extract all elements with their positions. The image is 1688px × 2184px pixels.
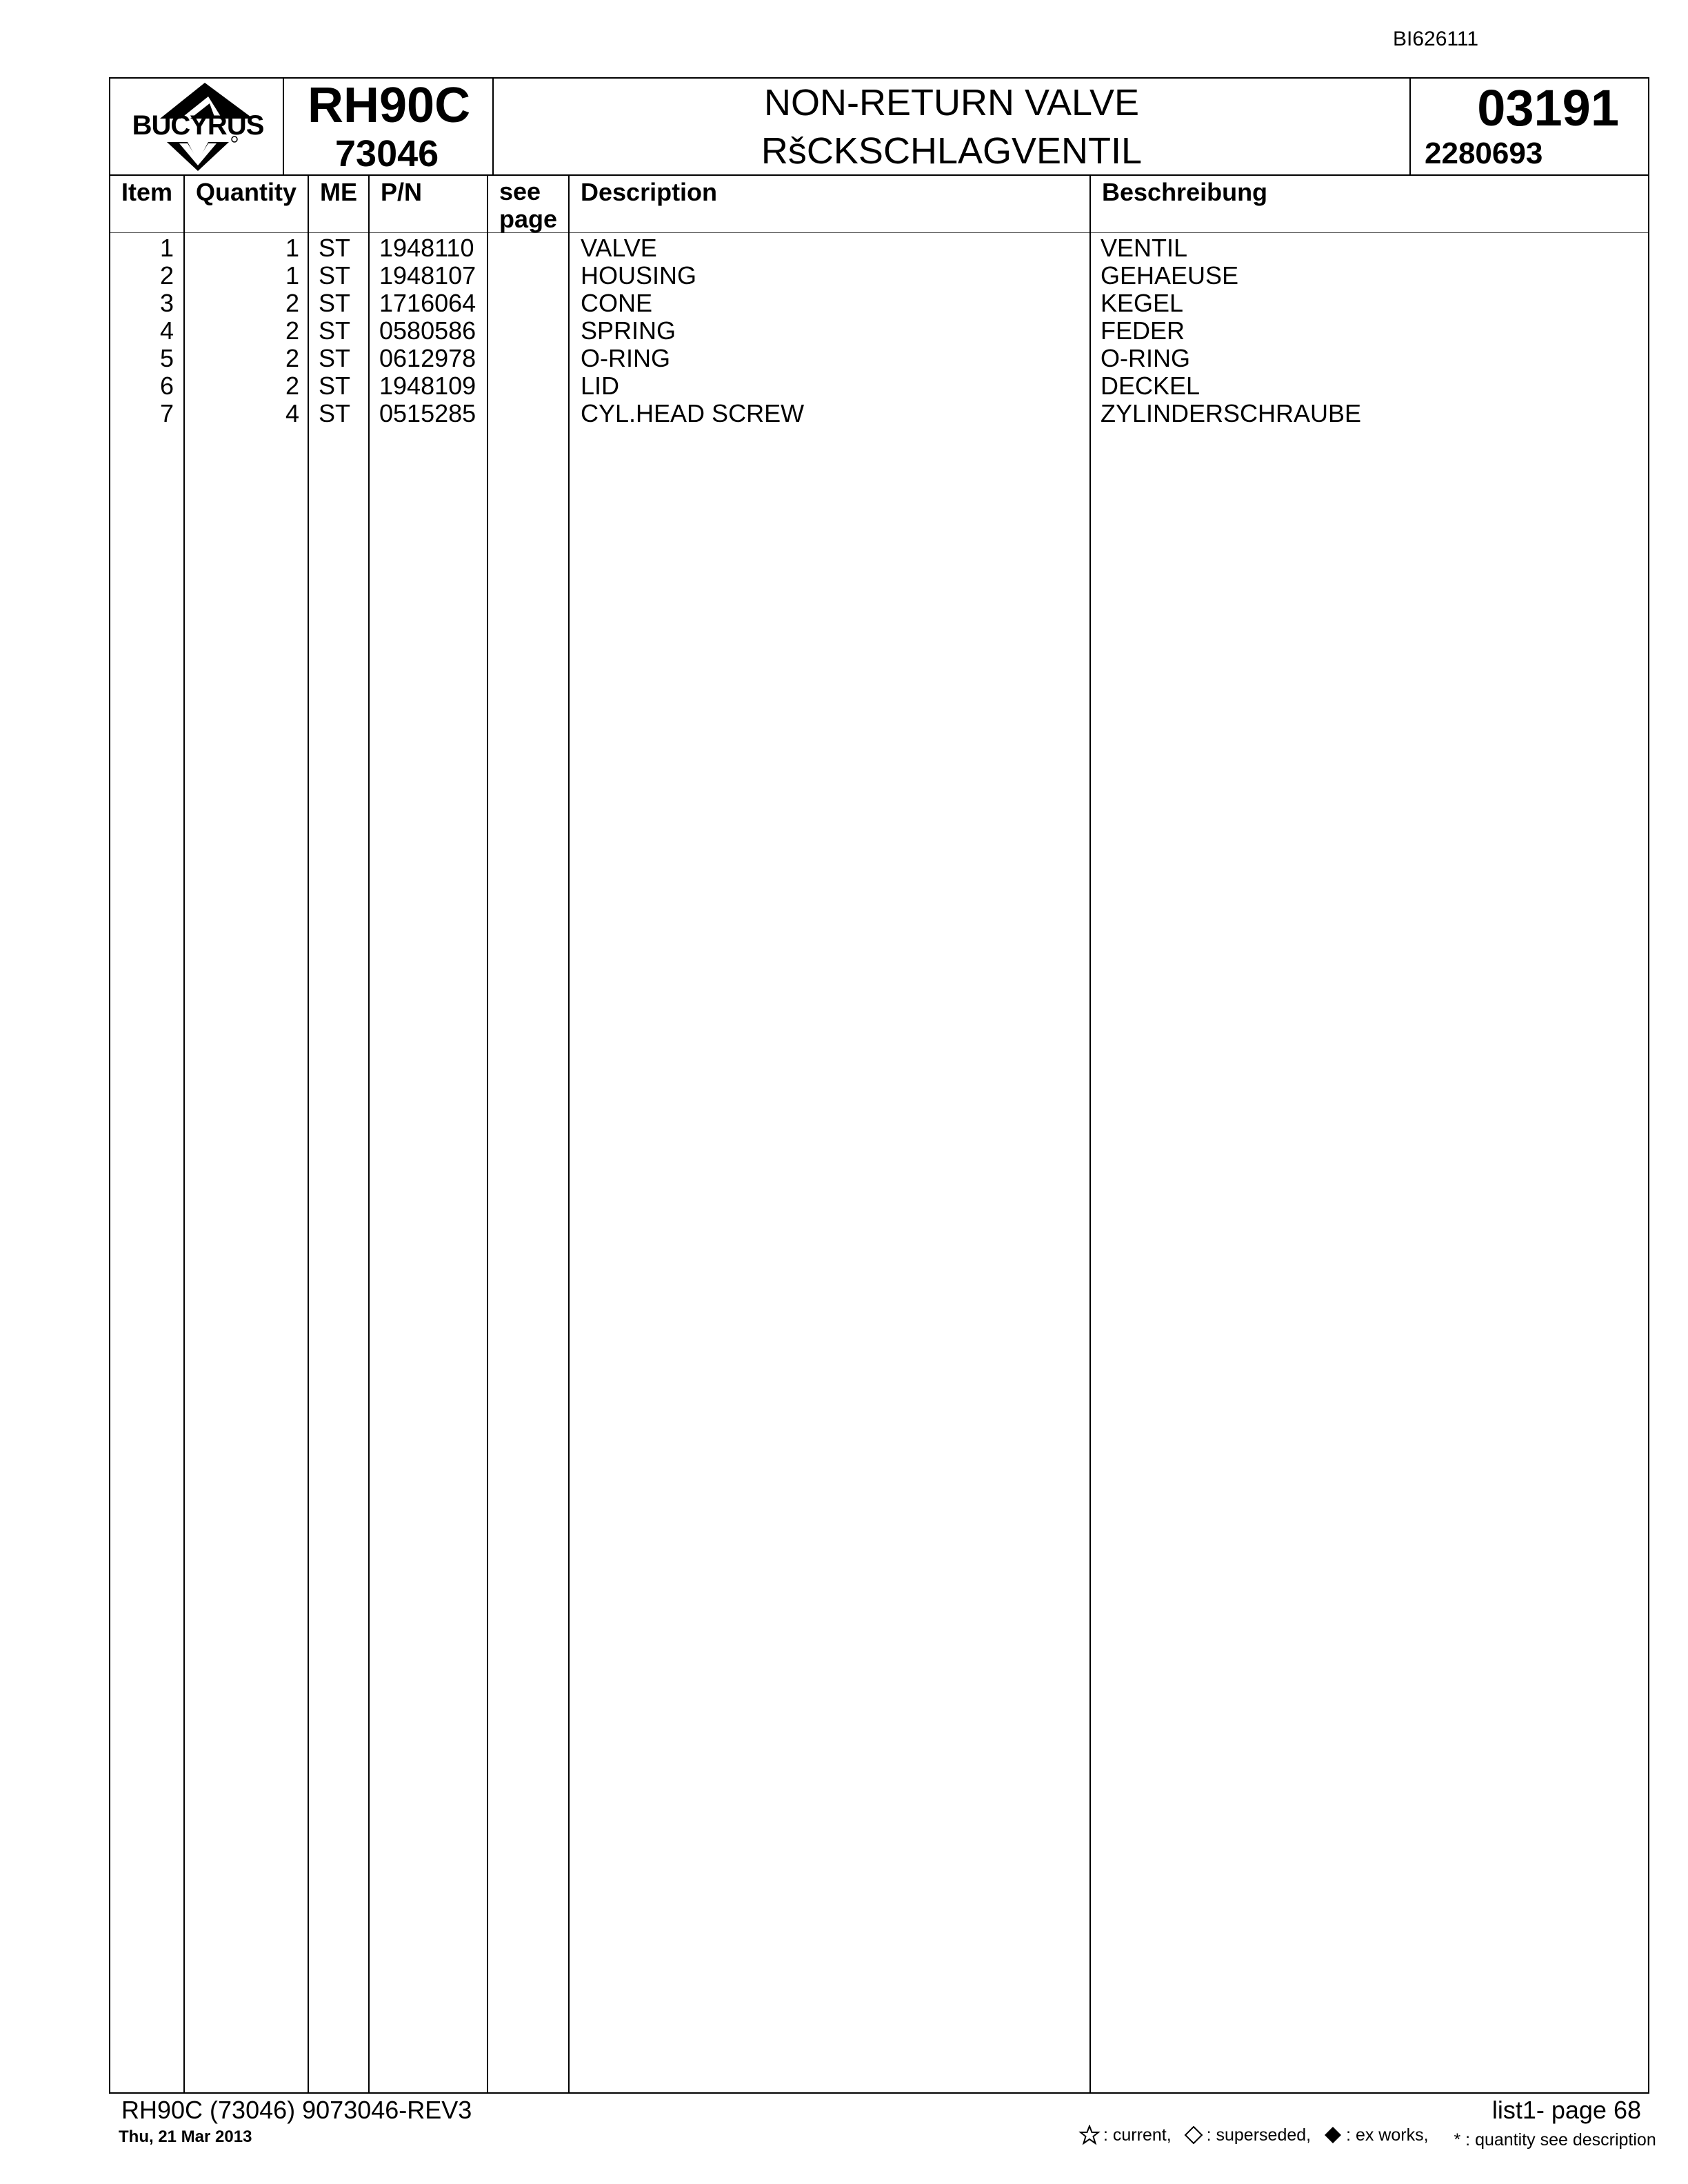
column-header-quantity: Quantity [196,178,297,206]
column-header-see-page: see page [499,177,558,233]
cell-pn: 1948110 [379,234,474,262]
legend [1078,2125,1656,2150]
cell-me: ST [319,344,351,372]
cell-pn: 0580586 [379,316,476,345]
group-part-number: 2280693 [1425,136,1543,170]
cell-pn: 1948109 [379,372,476,400]
diamond-filled-icon [1323,2125,1343,2145]
cell-me: ST [319,316,351,345]
cell-beschreibung: FEDER [1101,316,1185,345]
cell-quantity: 2 [285,344,299,372]
cell-description: SPRING [581,316,676,345]
cell-beschreibung: O-RING [1101,344,1190,372]
cell-beschreibung: DECKEL [1101,372,1200,400]
star-outline-icon [1078,2125,1101,2145]
cell-quantity: 2 [285,316,299,345]
footer-page-number: list1- page 68 [1491,2096,1641,2124]
cell-pn: 1716064 [379,289,476,317]
cell-quantity: 1 [285,234,299,262]
cell-description: CYL.HEAD SCREW [581,399,805,427]
cell-me: ST [319,399,351,427]
cell-item: 4 [159,316,174,345]
cell-quantity: 2 [285,372,299,400]
cell-description: O-RING [581,344,670,372]
cell-item: 7 [159,399,174,427]
cell-pn: 1948107 [379,261,476,290]
column-header-pn: P/N [381,178,423,206]
diamond-outline-icon [1183,2125,1204,2145]
document-id: BI626111 [1393,28,1478,50]
cell-me: ST [319,372,351,400]
model-name: RH90C [308,78,471,133]
cell-item: 1 [159,234,174,262]
cell-quantity: 1 [285,261,299,290]
column-header-item: Item [121,178,173,206]
legend-ex-works: : ex works, [1323,2125,1428,2145]
cell-item: 2 [159,261,174,290]
cell-beschreibung: ZYLINDERSCHRAUBE [1101,399,1362,427]
column-header-me: ME [320,178,357,206]
cell-me: ST [319,234,351,262]
legend-superseded: : superseded, [1183,2125,1312,2145]
footer-date: Thu, 21 Mar 2013 [119,2127,252,2146]
cell-pn: 0515285 [379,399,476,427]
legend-current: : current, [1078,2125,1172,2145]
cell-item: 3 [159,289,174,317]
title-german: RšCKSCHLAGVENTIL [761,130,1143,172]
cell-quantity: 2 [285,289,299,317]
serial-number: 73046 [335,133,439,174]
column-header-beschreibung: Beschreibung [1102,178,1268,206]
title-english: NON-RETURN VALVE [763,82,1140,123]
column-header-description: Description [581,178,718,206]
cell-item: 5 [159,344,174,372]
cell-description: LID [581,372,620,400]
cell-description: HOUSING [581,261,697,290]
cell-pn: 0612978 [379,344,476,372]
cell-me: ST [319,289,351,317]
group-code: 03191 [1477,79,1619,136]
cell-beschreibung: GEHAEUSE [1101,261,1239,290]
logo-text: BUCYRUS [132,110,264,141]
bucyrus-logo [119,80,277,172]
cell-me: ST [319,261,351,290]
cell-beschreibung: VENTIL [1101,234,1188,262]
footer-reference: RH90C (73046) 9073046-REV3 [121,2096,472,2124]
cell-item: 6 [159,372,174,400]
cell-quantity: 4 [285,399,299,427]
cell-description: CONE [581,289,653,317]
legend-quantity-note: * : quantity see description [1454,2130,1656,2150]
cell-description: VALVE [581,234,657,262]
cell-beschreibung: KEGEL [1101,289,1184,317]
